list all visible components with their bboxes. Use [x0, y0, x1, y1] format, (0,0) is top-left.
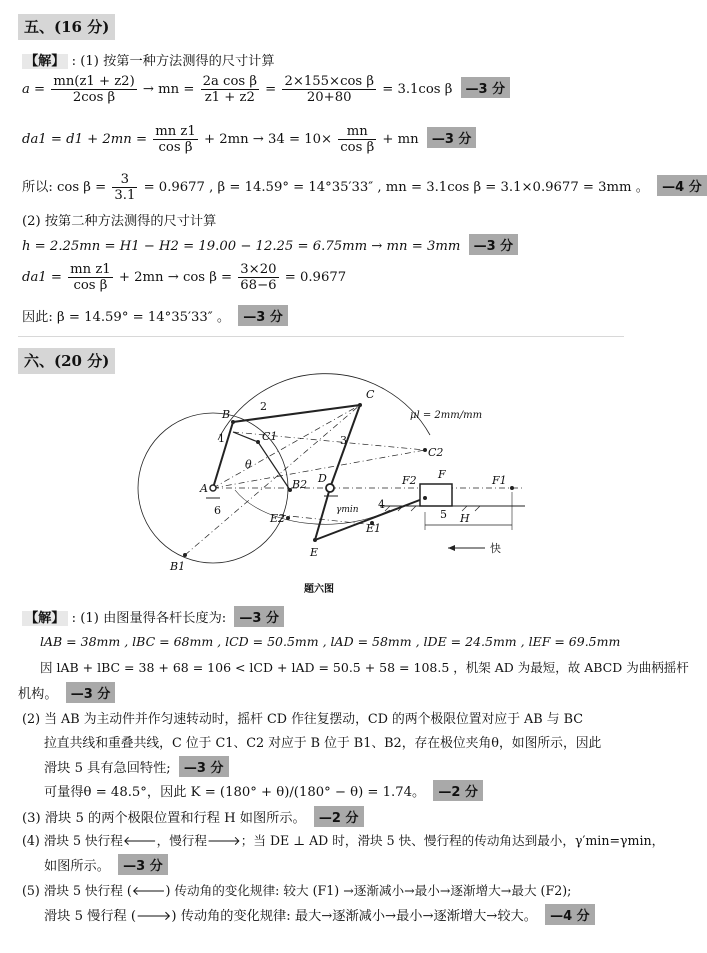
- label-e2: E2: [270, 512, 286, 525]
- s6-p1-lengths: lAB = 38mm , lBC = 68mm , lCD = 50.5mm , lAD = 58mm , lDE = 24.5mm , lEF = 69.5mm: [40, 634, 621, 649]
- diagram-labels: [169, 388, 507, 573]
- label-e1: E1: [366, 522, 382, 535]
- s5-eq1-frac2-num: 2a cos β: [202, 74, 257, 89]
- s5-eq3-frac-num: 3: [112, 172, 137, 188]
- s6-p1: [22, 606, 284, 627]
- s5-eq1-frac2: [201, 74, 259, 105]
- section5-header: 五、(16 分): [18, 14, 115, 40]
- s6-p4-a: (4) 滑块 5 快行程🡐，慢行程🡒；当 DE ⊥ AD 时，滑块 5 快、慢行程的传动角达到最小，γ′min=γmin，: [22, 833, 665, 848]
- link-numbers: [214, 400, 501, 555]
- s5-eq1-result: = 3.1cos β: [382, 82, 453, 97]
- s5-eq5: [22, 262, 346, 293]
- s6-p2-c: 滑块 5 具有急回特性;: [44, 761, 171, 776]
- s5-eq1-frac2-den: z1 + z2: [204, 90, 255, 105]
- section-divider: [18, 336, 624, 337]
- s5-eq4-points: —3 分: [469, 234, 519, 255]
- s5-eq1-frac3: [282, 74, 376, 105]
- mechanism-diagram: [140, 380, 540, 580]
- s5-eq2-frac2: [338, 124, 376, 155]
- s5-part2-title: (2) 按第二种方法测得的尺寸计算: [22, 214, 217, 229]
- s5-eq2-frac1: [153, 124, 198, 155]
- s5-eq6: [22, 305, 288, 326]
- label-e: E: [310, 546, 319, 559]
- label-c: C: [366, 388, 375, 401]
- figure-caption: 题六图: [304, 584, 334, 595]
- s5-eq1-arrow: → mn =: [142, 82, 195, 97]
- s5-eq1-frac3-num: 2×155×cos β: [284, 74, 375, 89]
- s5-solve-label: 【解】: [22, 54, 68, 69]
- s5-eq2-frac2-den: cos β: [340, 140, 375, 155]
- s5-eq2-lhs: da1 = d1 + 2mn =: [22, 132, 148, 147]
- scale-label: μl = 2mm/mm: [410, 410, 483, 421]
- label-h: H: [460, 512, 470, 525]
- s5-eq3-rest: = 0.9677 , β = 14.59° = 14°35′33″ , mn = 3.1cos β = 3.1×0.9677 = 3mm 。: [143, 180, 649, 195]
- s6-p3-line: [22, 806, 364, 827]
- s5-eq5-tail: = 0.9677: [284, 270, 347, 285]
- s6-p4-points: —3 分: [118, 854, 168, 875]
- s5-eq1-points: —3 分: [461, 77, 511, 98]
- s6-p5-b-line: [44, 904, 595, 925]
- label-theta: θ: [245, 458, 252, 471]
- slider-block: [420, 484, 452, 506]
- coupler-arc: [218, 374, 430, 440]
- section6-header: 六、(20 分): [18, 348, 115, 374]
- s5-eq1-frac1-den: 2cos β: [72, 90, 116, 105]
- s5-eq6-points: —3 分: [238, 305, 288, 326]
- s6-p1-reason-a: 因 lAB + lBC = 38 + 68 = 106 < lCD + lAD = 50.5 + 58 = 108.5 ，机架 AD 为最短，故 ABCD 为曲柄摇杆: [40, 660, 689, 675]
- s5-eq1-frac1-num: mn(z1 + z2): [53, 74, 135, 89]
- label-b2: B2: [292, 478, 308, 491]
- s6-p1-reason-points: —3 分: [66, 682, 116, 703]
- s5-eq2-frac1-den: cos β: [158, 140, 193, 155]
- pivot-a: [210, 485, 216, 491]
- s5-eq5-frac1: [68, 262, 113, 293]
- fast-label: 快: [490, 542, 501, 555]
- s5-part1-title: : (1) 按第一种方法测得的尺寸计算: [71, 54, 275, 69]
- label-c1: C1: [262, 430, 278, 443]
- label-f1: F1: [492, 474, 507, 487]
- s6-p5-a: (5) 滑块 5 快行程 (🡐) 传动角的变化规律: 较大 (F1) →逐渐减小→最小→逐渐增大→最大 (F2);: [22, 883, 572, 898]
- s5-eq2-mid: + 2mn → 34 = 10×: [203, 132, 333, 147]
- s5-eq3-points: —4 分: [657, 175, 707, 196]
- s6-p2-c-points: —3 分: [179, 756, 229, 777]
- s5-eq4-text: h = 2.25mn = H1 − H2 = 19.00 − 12.25 = 6.75mm → mn = 3mm: [22, 239, 461, 254]
- s5-eq6-text: 因此: β = 14.59° = 14°35′33″ 。: [22, 310, 231, 325]
- label-d: D: [318, 472, 327, 485]
- label-gamma: γmin: [336, 505, 359, 515]
- s5-eq1: [22, 74, 510, 105]
- s6-p2-d-points: —2 分: [433, 780, 483, 801]
- s6-p4-b: 如图所示。: [44, 859, 110, 874]
- s5-eq2-points: —3 分: [427, 127, 477, 148]
- s6-p3-points: —2 分: [314, 806, 364, 827]
- label-b: B: [222, 408, 231, 421]
- s6-p1-points: —3 分: [234, 606, 284, 627]
- s5-eq1-frac3-den: 20+80: [306, 90, 352, 105]
- s5-eq2-tail: + mn: [382, 132, 419, 147]
- link-number-2: 2: [260, 400, 267, 413]
- s5-eq3-frac-den: 3.1: [114, 188, 136, 203]
- link-number-4: 4: [378, 498, 385, 511]
- s5-eq5-frac2-den: 68−6: [240, 278, 277, 293]
- s5-eq3-lhs: 所以: cos β =: [22, 180, 107, 195]
- lower-arc: [235, 490, 390, 524]
- s6-p4-b-line: [44, 854, 168, 875]
- label-b1: B1: [170, 560, 186, 573]
- ground-supports: [206, 496, 338, 498]
- s5-eq5-mid: + 2mn → cos β =: [118, 270, 233, 285]
- link-number-5: 5: [440, 508, 447, 521]
- s5-eq1-lhs: a =: [22, 82, 46, 97]
- s6-p1-text: : (1) 由图量得各杆长度为:: [71, 611, 227, 626]
- s5-eq1-eq: =: [265, 82, 277, 97]
- s6-p5-points: —4 分: [545, 904, 595, 925]
- s5-eq5-lhs: da1 =: [22, 270, 62, 285]
- label-a: A: [200, 482, 208, 495]
- s5-eq3-frac: [112, 172, 137, 203]
- s6-p1-reason-b: 机构。: [18, 687, 58, 702]
- label-f: F: [438, 468, 446, 481]
- label-c2: C2: [428, 446, 444, 459]
- s5-eq2: [22, 124, 476, 155]
- s6-p2-a: (2) 当 AB 为主动件并作匀速转动时，摇杆 CD 作往复摆动，CD 的两个极限位置对应于 AB 与 BC: [22, 712, 584, 727]
- s5-eq4: [22, 234, 518, 255]
- label-f2: F2: [402, 474, 417, 487]
- s5-eq5-frac1-num: mn z1: [70, 262, 111, 277]
- s6-p5-b: 滑块 5 慢行程 (🡒) 传动角的变化规律: 最大→逐渐减小→最小→逐渐增大→较大。: [44, 909, 537, 924]
- s5-eq5-frac1-den: cos β: [73, 278, 108, 293]
- s5-eq5-frac2: [238, 262, 278, 293]
- pivot-d: [326, 484, 334, 492]
- link-number-3: 3: [340, 434, 347, 447]
- s6-p1-reason-b-line: [18, 682, 115, 703]
- s5-eq1-frac1: [51, 74, 136, 105]
- s6-p2-d: 可量得θ = 48.5°，因此 K = (180° + θ)/(180° − θ) = 1.74。: [44, 785, 426, 800]
- s6-p2-c-line: [44, 756, 229, 777]
- link-number-1: 1: [218, 432, 225, 445]
- s5-part1-line: [22, 50, 275, 69]
- s5-eq5-frac2-num: 3×20: [240, 262, 277, 277]
- s5-eq2-frac2-num: mn: [338, 124, 376, 140]
- s6-solve-label: 【解】: [22, 611, 68, 626]
- s5-eq2-frac1-num: mn z1: [155, 124, 196, 139]
- s6-p2-b: 拉直共线和重叠共线，C 位于 C1、C2 对应于 B 位于 B1、B2，存在极位夹角θ，如图所示，因此: [44, 736, 602, 751]
- link-number-6: 6: [214, 504, 221, 517]
- s6-p2-d-line: [44, 780, 483, 801]
- construction-lines: [185, 405, 525, 555]
- s6-p3: (3) 滑块 5 的两个极限位置和行程 H 如图所示。: [22, 811, 306, 826]
- s5-eq3: [22, 172, 707, 203]
